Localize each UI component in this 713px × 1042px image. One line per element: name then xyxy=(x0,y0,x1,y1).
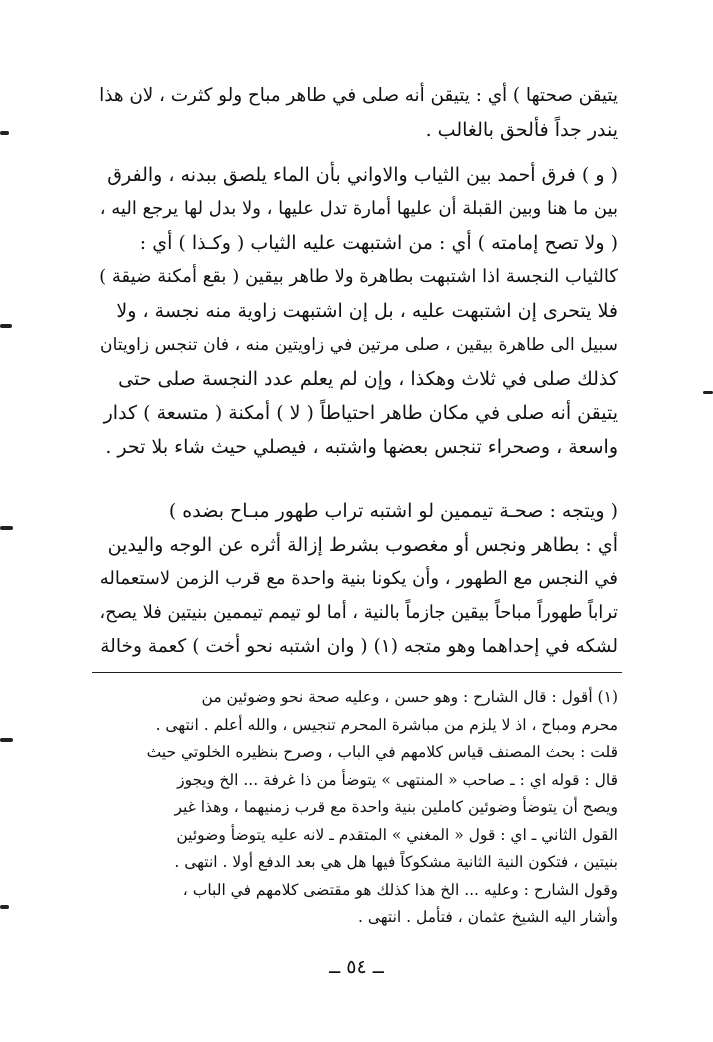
text-line: ( ولا تصح إمامته ) أي : من اشتبهت عليه الثياب ( وكـذا ) أي : xyxy=(139,232,618,254)
text-line: سبيل الى طاهرة بيقين ، صلى مرتين في زاويتين منه ، فان تنجس زاويتان xyxy=(99,335,618,355)
text-line: كالثياب النجسة اذا اشتبهت بطاهرة ولا طاهر بيقين ( بقع أمكنة ضيقة ) xyxy=(99,266,618,287)
footnote-line: محرم ومباح ، اذ لا يلزم من مباشرة المحرم تنجيس ، والله أعلم . انتهى . xyxy=(155,715,618,734)
scan-edge-mark xyxy=(0,738,13,742)
scan-edge-mark xyxy=(0,526,13,530)
scan-edge-mark xyxy=(703,391,713,394)
footnote-line: (١) أقول : قال الشارح : وهو حسن ، وعليه صحة نحو وضوئين من xyxy=(201,688,618,706)
footnote-line: ويصح أن يتوضأ وضوئين كاملين بنية واحدة مع قرب زمنيهما ، وهذا غير xyxy=(174,798,618,816)
scan-edge-mark xyxy=(0,324,12,328)
footnote-divider xyxy=(92,672,622,673)
text-line: بين ما هنا وبين القبلة أن عليها أمارة تدل عليها ، ولا بدل لها يرجع اليه ، xyxy=(99,198,618,219)
text-line: كذلك صلى في ثلاث وهكذا ، وإن لم يعلم عدد النجسة صلى حتى xyxy=(118,368,618,390)
text-line: يتيقن صحتها ) أي : يتيقن أنه صلى في طاهر مباح ولو كثرت ، لان هذا xyxy=(99,85,618,106)
text-line: أي : بطاهر ونجس أو مغصوب بشرط إزالة أثره عن الوجه واليدين xyxy=(107,534,618,556)
text-line: ( و ) فرق أحمد بين الثياب والاواني بأن الماء يلصق ببدنه ، والفرق xyxy=(107,164,618,186)
text-line: تراباً طهوراً مباحاً بيقين جازماً بالنية ، أما لو تيمم تيممين بنيتين فلا يصح، xyxy=(99,602,618,623)
footnote-line: قلت : بحث المصنف قياس كلامهم في الباب ، وصرح بنظيره الخلوتي حيث xyxy=(146,743,618,761)
scan-edge-mark xyxy=(0,131,9,135)
text-line: ( ويتجه : صحـة تيممين لو اشتبه تراب طهور مبـاح بضده ) xyxy=(168,500,618,522)
text-line: لشكه في إحداهما وهو متجه (١) ( وان اشتبه نحو أخت ) كعمة وخالة xyxy=(100,636,618,657)
footnote-line: وقول الشارح : وعليه ... الخ هذا كذلك هو مقتضى كلامهم في الباب ، xyxy=(182,880,618,899)
paragraph-1 xyxy=(94,79,618,147)
text-line: فلا يتحرى إن اشتبهت عليه ، بل إن اشتبهت زاوية منه نجسة ، ولا xyxy=(116,300,618,322)
scan-edge-mark xyxy=(0,905,9,909)
footnotes xyxy=(94,684,618,932)
footnote-line: قال : قوله اي : ـ صاحب « المنتهى » يتوضأ من ذا غرفة ... الخ ويجوز xyxy=(177,770,618,789)
footnote-line: بنيتين ، فتكون النية الثانية مشكوكاً فيها هل هي بعد الدفع أولا . انتهى . xyxy=(174,853,618,871)
paragraph-3 xyxy=(94,494,618,664)
footnote-line: وأشار اليه الشيخ عثمان ، فتأمل . انتهى . xyxy=(357,908,618,926)
text-line: واسعة ، وصحراء تنجس بعضها واشتبه ، فيصلي حيث شاء بلا تحر . xyxy=(105,436,618,458)
text-line: يتيقن أنه صلى في مكان طاهر احتياطاً ( لا ) أمكنة ( متسعة ) كدار xyxy=(103,402,618,424)
footnote-line: القول الثاني ـ اي : قول « المغني » المتقدم ـ لانه عليه يتوضأ وضوئين xyxy=(176,825,618,844)
paragraph-2 xyxy=(94,158,618,464)
page-number: ــ ٥٤ ــ xyxy=(329,956,384,978)
text-line: في النجس مع الطهور ، وأن يكونا بنية واحدة مع قرب الزمن لاستعماله xyxy=(99,568,618,589)
text-line: يندر جداً فألحق بالغالب . xyxy=(425,119,618,141)
